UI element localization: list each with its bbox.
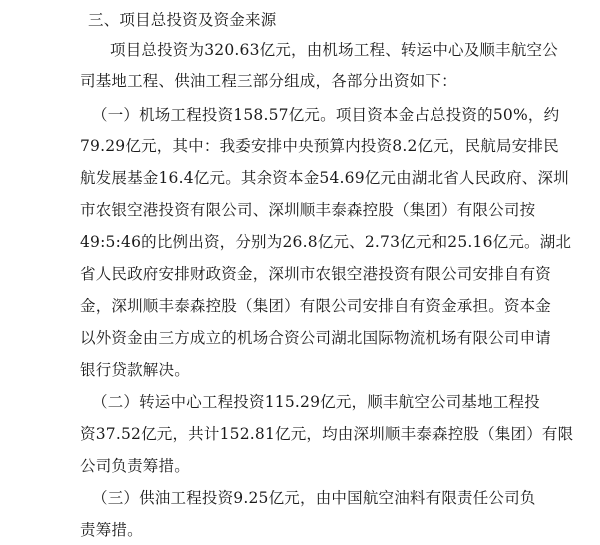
section1-line-9: 银行贷款解决。 (80, 361, 190, 379)
section1-line-7: 金，深圳顺丰泰森控股（集团）有限公司安排自有资金承担。资本金 (80, 297, 552, 315)
section1-line-3: 航发展基金16.4亿元。其余资本金54.69亿元由湖北省人民政府、深圳 (80, 169, 569, 187)
intro-line-1: 项目总投资为320.63亿元，由机场工程、转运中心及顺丰航空公 (110, 41, 558, 59)
section3-line-2: 责筹措。 (80, 521, 143, 539)
section1-line-1: （一）机场工程投资158.57亿元。项目资本金占总投资的50%，约 (92, 106, 560, 124)
section3-line-1: （三）供油工程投资9.25亿元，由中国航空油料有限责任公司负 (92, 489, 536, 507)
section2-line-2: 资37.52亿元，共计152.81亿元，均由深圳顺丰泰森控股（集团）有限 (80, 425, 574, 443)
section1-line-2: 79.29亿元，其中：我委安排中央预算内投资8.2亿元，民航局安排民 (80, 137, 559, 155)
section2-line-3: 公司负责筹措。 (80, 457, 190, 475)
section1-line-5: 49:5:46的比例出资，分别为26.8亿元、2.73亿元和25.16亿元。湖北 (80, 233, 572, 251)
section-heading: 三、项目总投资及资金来源 (88, 11, 277, 29)
section2-line-1: （二）转运中心工程投资115.29亿元，顺丰航空公司基地工程投 (92, 393, 540, 411)
intro-line-2: 司基地工程、供油工程三部分组成，各部分出资如下： (80, 72, 457, 90)
section1-line-4: 市农银空港投资有限公司、深圳顺丰泰森控股（集团）有限公司按 (80, 201, 536, 219)
section1-line-6: 省人民政府安排财政资金，深圳市农银空港投资有限公司安排自有资 (80, 265, 552, 283)
section1-line-8: 以外资金由三方成立的机场合资公司湖北国际物流机场有限公司申请 (80, 329, 552, 347)
